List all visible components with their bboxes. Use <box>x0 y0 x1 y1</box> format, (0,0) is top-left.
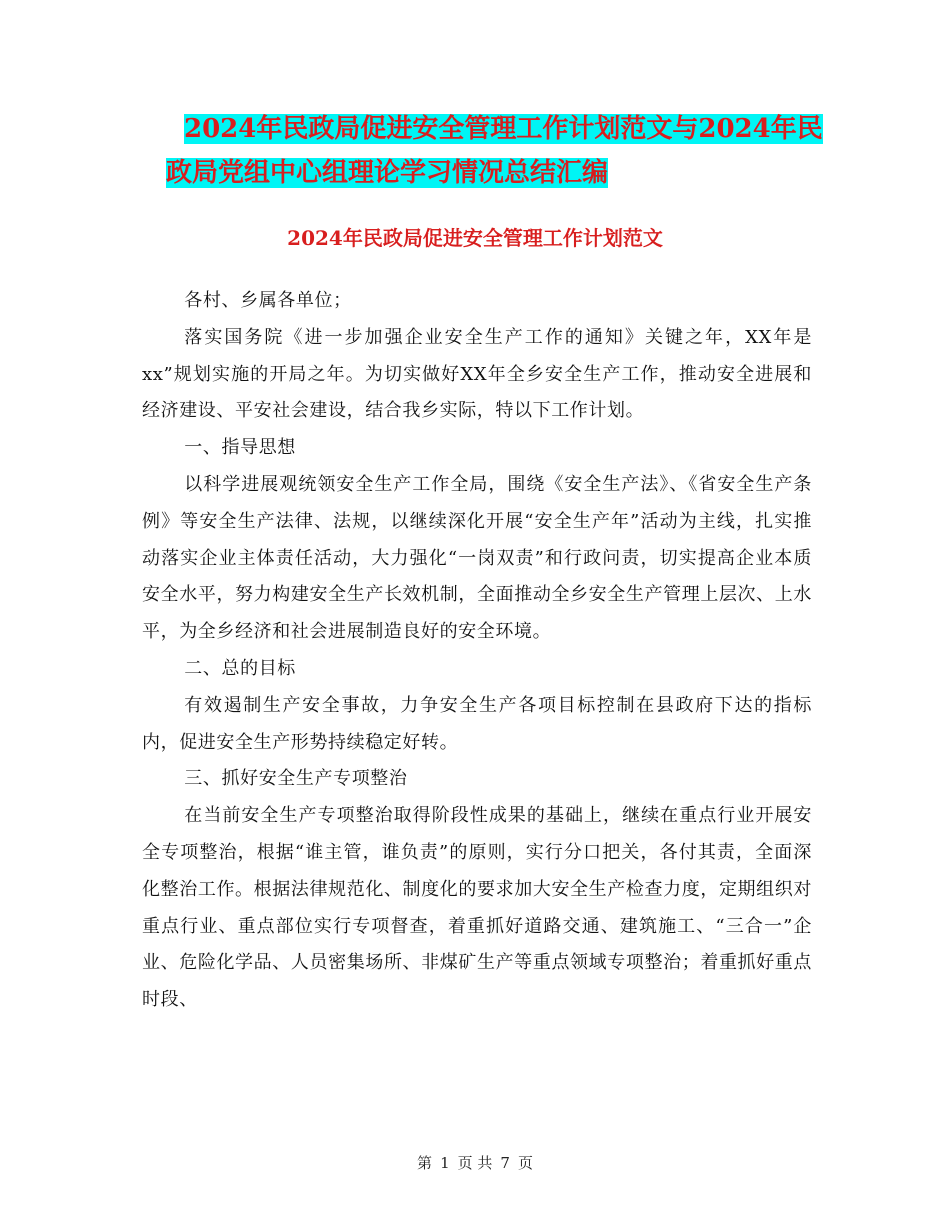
body-paragraph: 落实国务院《进一步加强企业安全生产工作的通知》关键之年，XX年是xx”规划实施的开局之年。为切实做好XX年全乡安全生产工作，推动安全进展和经济建设、平安社会建设，结合我乡实际，特以下工作计划。 <box>142 326 812 422</box>
page-label-mid: 页 共 <box>457 1154 493 1172</box>
current-page-number: 1 <box>440 1154 450 1172</box>
document-body <box>142 283 812 1019</box>
page-number-footer <box>0 1151 950 1175</box>
title-highlight: 政局党组中心组理论学习情况总结汇编 <box>166 158 609 188</box>
document-title <box>140 107 830 195</box>
body-paragraph: 有效遏制生产安全事故，力争安全生产各项目标控制在县政府下达的指标内，促进安全生产形势持续稳定好转。 <box>142 694 812 753</box>
document-title-line-2 <box>140 151 830 195</box>
body-paragraph: 以科学进展观统领安全生产工作全局，围绕《安全生产法》、《省安全生产条例》等安全生产法律、法规，以继续深化开展“安全生产年”活动为主线，扎实推动落实企业主体责任活动，大力强化“一岗双责”和行政问责，切实提高企业本质安全水平，努力构建安全生产长效机制，全面推动全乡安全生产管理上层次、上水平，为全乡经济和社会进展制造良好的安全环境。 <box>142 473 812 643</box>
page-label-prefix: 第 <box>417 1154 433 1172</box>
document-title-line-1 <box>140 107 830 151</box>
salutation: 各村、乡属各单位； <box>184 290 352 311</box>
section-heading-guiding-thought: 一、指导思想 <box>184 437 296 459</box>
section-title: 2024年民政局促进安全管理工作计划范文 <box>287 226 663 250</box>
page-label-suffix: 页 <box>517 1154 533 1172</box>
title-highlight: 2024年民政局促进安全管理工作计划范文与2024年民 <box>184 114 823 144</box>
section-heading-special-rectification: 三、抓好安全生产专项整治 <box>184 768 408 790</box>
section-heading-overall-goal: 二、总的目标 <box>184 657 296 679</box>
body-paragraph: 在当前安全生产专项整治取得阶段性成果的基础上，继续在重点行业开展安全专项整治，根据“谁主管，谁负责”的原则，实行分口把关，各付其责，全面深化整治工作。根据法律规范化、制度化的要求加大安全生产检查力度，定期组织对重点行业、重点部位实行专项督查，着重抓好道路交通、建筑施工、“三合一”企业、危险化学品、人员密集场所、非煤矿生产等重点领域专项整治；着重抓好重点时段、 <box>142 805 812 1011</box>
total-pages-number: 7 <box>500 1154 510 1172</box>
